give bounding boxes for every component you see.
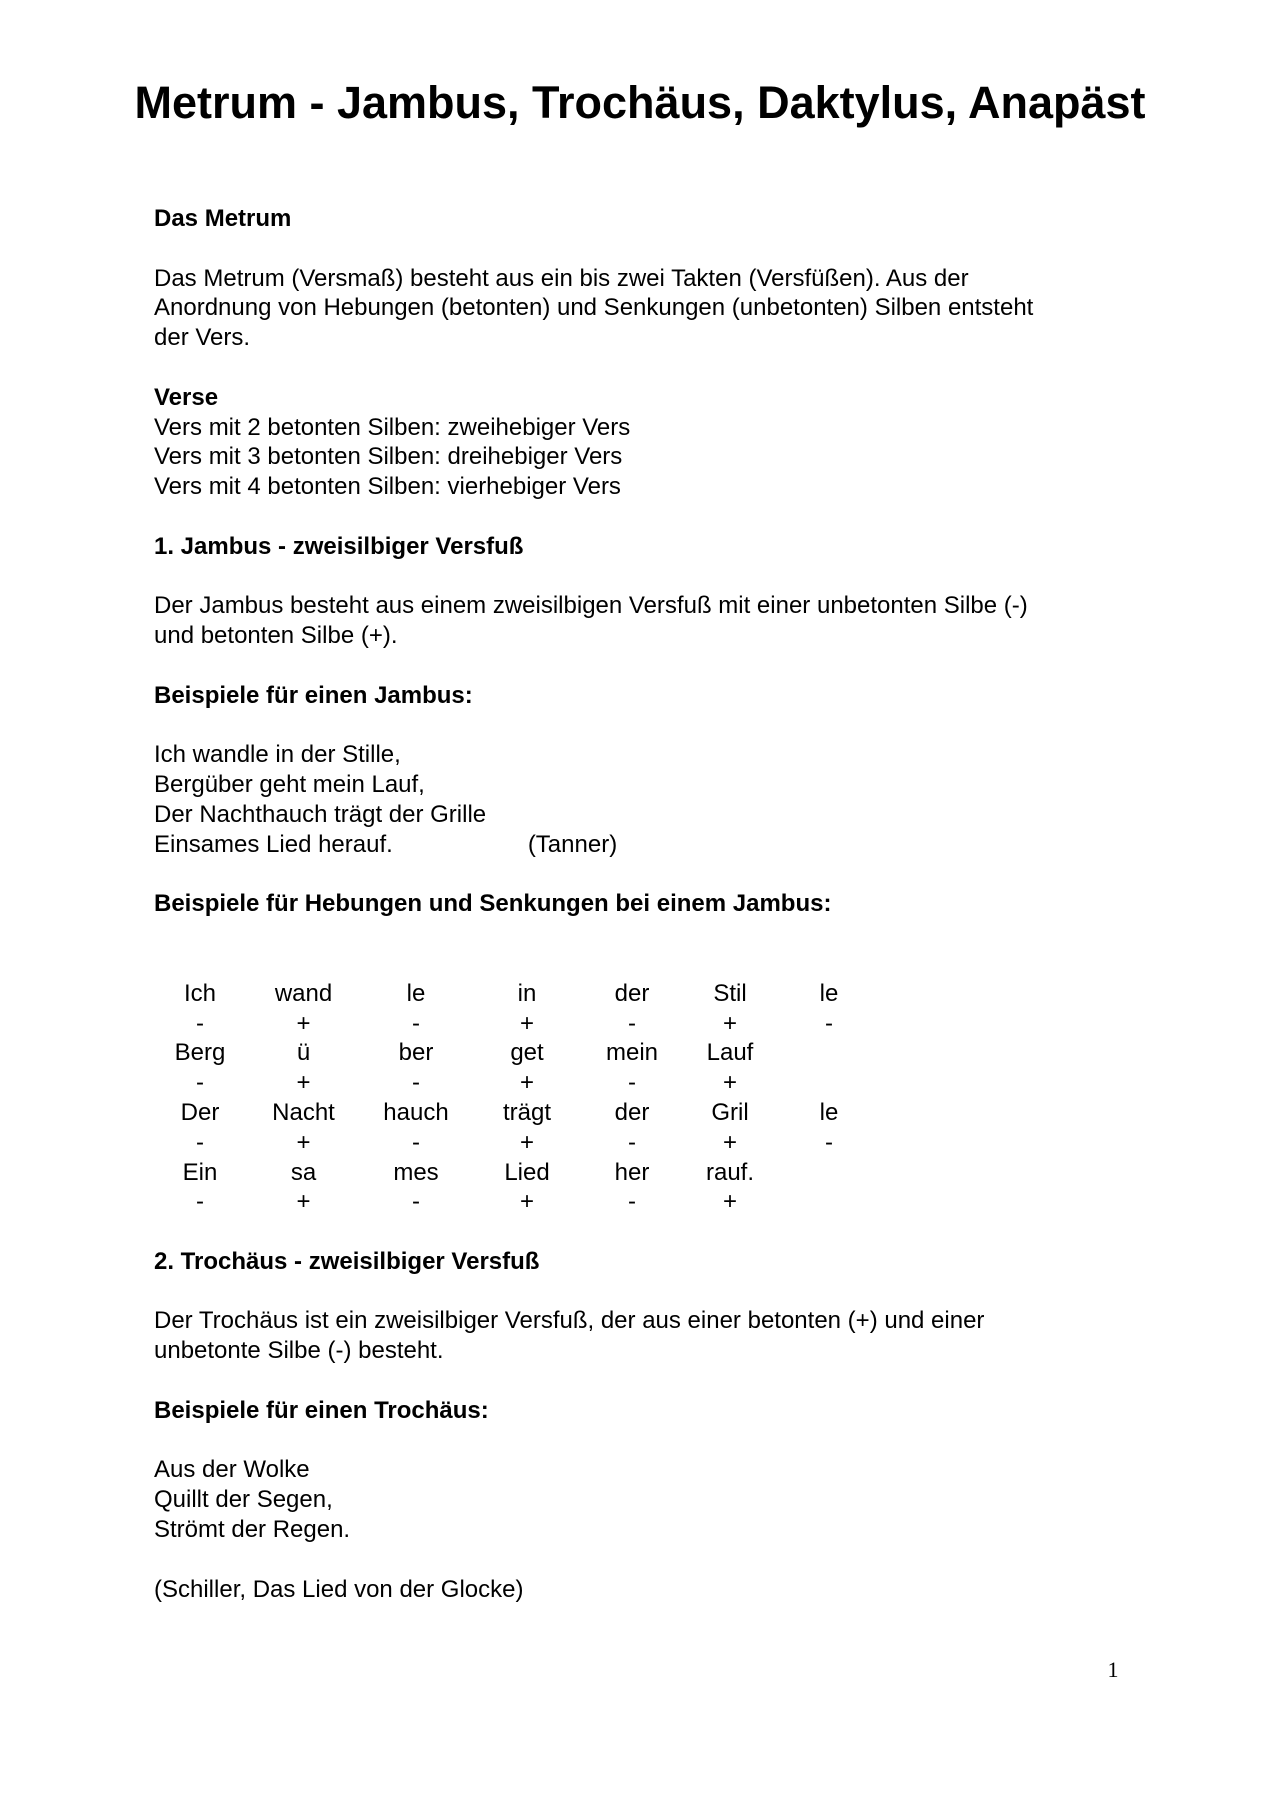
meter-syllable-row [154,1158,879,1188]
section-heading-metrum: Das Metrum [154,205,292,232]
paragraph-line: Der Trochäus ist ein zweisilbiger Versfuß, der aus einer betonten (+) und einer [154,1307,985,1335]
document-body [154,204,1154,1604]
syllable-cell: sa [290,1158,317,1186]
poem-line: Der Nachthauch trägt der Grille [154,800,487,828]
poem-source: (Schiller, Das Lied von der Glocke) [154,1575,524,1603]
syllable-cell: in [517,979,537,1007]
poem-line: Strömt der Regen. [154,1516,351,1544]
stress-mark-cell: - [412,1188,420,1216]
syllable-cell: Lauf [706,1039,754,1067]
stress-mark-cell: + [296,1188,311,1216]
section-heading-verse: Verse [154,383,219,411]
stress-mark-cell [779,1068,879,1098]
stress-mark-cell: + [722,1009,737,1037]
stress-mark-cell: + [296,1069,311,1097]
syllable-cell: trägt [502,1098,552,1126]
poem-credit: (Tanner) [527,830,618,858]
stress-mark-cell: + [722,1128,737,1156]
stress-mark-cell: + [519,1009,534,1037]
syllable-cell: ber [398,1039,434,1067]
meter-stress-row [154,1187,879,1217]
syllable-cell: der [614,1098,650,1126]
syllable-cell: der [614,979,650,1007]
stress-mark-cell: - [825,1009,833,1037]
paragraph-line: Der Jambus besteht aus einem zweisilbigen Versfuß mit einer unbetonten Silbe (-) [154,592,1028,620]
syllable-cell: rauf. [705,1158,755,1186]
poem-line: Einsames Lied herauf. [154,830,393,858]
poem-line-with-credit [154,830,1154,860]
syllable-cell [779,1158,879,1188]
poem-line: Aus der Wolke [154,1456,310,1484]
stress-mark-cell: - [412,1069,420,1097]
meter-table [154,979,879,1217]
stress-mark-cell: + [519,1128,534,1156]
stress-mark-cell: + [296,1009,311,1037]
paragraph-line: Anordnung von Hebungen (betonten) und Senkungen (unbetonten) Silben entsteht [154,294,1034,322]
stress-mark-cell: + [296,1128,311,1156]
stress-mark-cell: - [628,1128,636,1156]
meter-examples-heading: Beispiele für Hebungen und Senkungen bei einem Jambus: [154,890,832,918]
stress-mark-cell [779,1187,879,1217]
verse-line: Vers mit 4 betonten Silben: vierhebiger Vers [154,473,621,501]
meter-syllable-row [154,979,879,1009]
stress-mark-cell: - [412,1128,420,1156]
syllable-cell: Ich [183,979,216,1007]
syllable-cell: Ein [182,1158,218,1186]
syllable-cell: Stil [713,979,747,1007]
syllable-cell: ü [296,1039,311,1067]
syllable-cell: le [406,979,426,1007]
stress-mark-cell: - [196,1188,204,1216]
stress-mark-cell: + [519,1188,534,1216]
trochaeus-examples-heading: Beispiele für einen Trochäus: [154,1396,489,1424]
syllable-cell: Gril [711,1098,749,1126]
meter-stress-row [154,1128,879,1158]
syllable-cell: Nacht [272,1098,335,1126]
section-heading-jambus: 1. Jambus - zweisilbiger Versfuß [154,532,524,560]
syllable-cell: get [510,1039,544,1067]
syllable-cell: Der [180,1098,220,1126]
jambus-examples-heading: Beispiele für einen Jambus: [154,681,473,709]
syllable-cell: hauch [383,1098,449,1126]
stress-mark-cell: + [722,1188,737,1216]
stress-mark-cell: - [628,1069,636,1097]
paragraph-line: und betonten Silbe (+). [154,622,398,650]
syllable-cell: her [614,1158,650,1186]
meter-syllable-row [154,1098,879,1128]
stress-mark-cell: - [196,1009,204,1037]
syllable-cell: le [819,979,839,1007]
poem-line: Bergüber geht mein Lauf, [154,771,425,799]
section-heading-trochaeus: 2. Trochäus - zweisilbiger Versfuß [154,1247,540,1275]
document-title: Metrum - Jambus, Trochäus, Daktylus, Anapäst [134,77,1146,128]
syllable-cell: mes [393,1158,439,1186]
meter-stress-row [154,1068,879,1098]
syllable-cell [779,1038,879,1068]
verse-line: Vers mit 2 betonten Silben: zweihebiger Vers [154,413,631,441]
stress-mark-cell: - [628,1009,636,1037]
page-number: 1 [1107,1657,1119,1682]
stress-mark-cell: - [412,1009,420,1037]
stress-mark-cell: + [722,1069,737,1097]
paragraph-line: Das Metrum (Versmaß) besteht aus ein bis zwei Takten (Versfüßen). Aus der [154,264,969,292]
paragraph-line: der Vers. [154,324,251,352]
meter-syllable-row [154,1038,879,1068]
paragraph-line: unbetonte Silbe (-) besteht. [154,1337,444,1365]
stress-mark-cell: - [825,1128,833,1156]
verse-line: Vers mit 3 betonten Silben: dreihebiger Vers [154,443,623,471]
syllable-cell: Lied [504,1158,550,1186]
syllable-cell: wand [274,979,333,1007]
poem-line: Ich wandle in der Stille, [154,741,401,769]
stress-mark-cell: + [519,1069,534,1097]
stress-mark-cell: - [196,1128,204,1156]
syllable-cell: le [819,1098,839,1126]
stress-mark-cell: - [196,1069,204,1097]
syllable-cell: mein [605,1039,659,1067]
poem-line: Quillt der Segen, [154,1486,333,1514]
meter-stress-row [154,1009,879,1039]
syllable-cell: Berg [174,1039,226,1067]
stress-mark-cell: - [628,1188,636,1216]
